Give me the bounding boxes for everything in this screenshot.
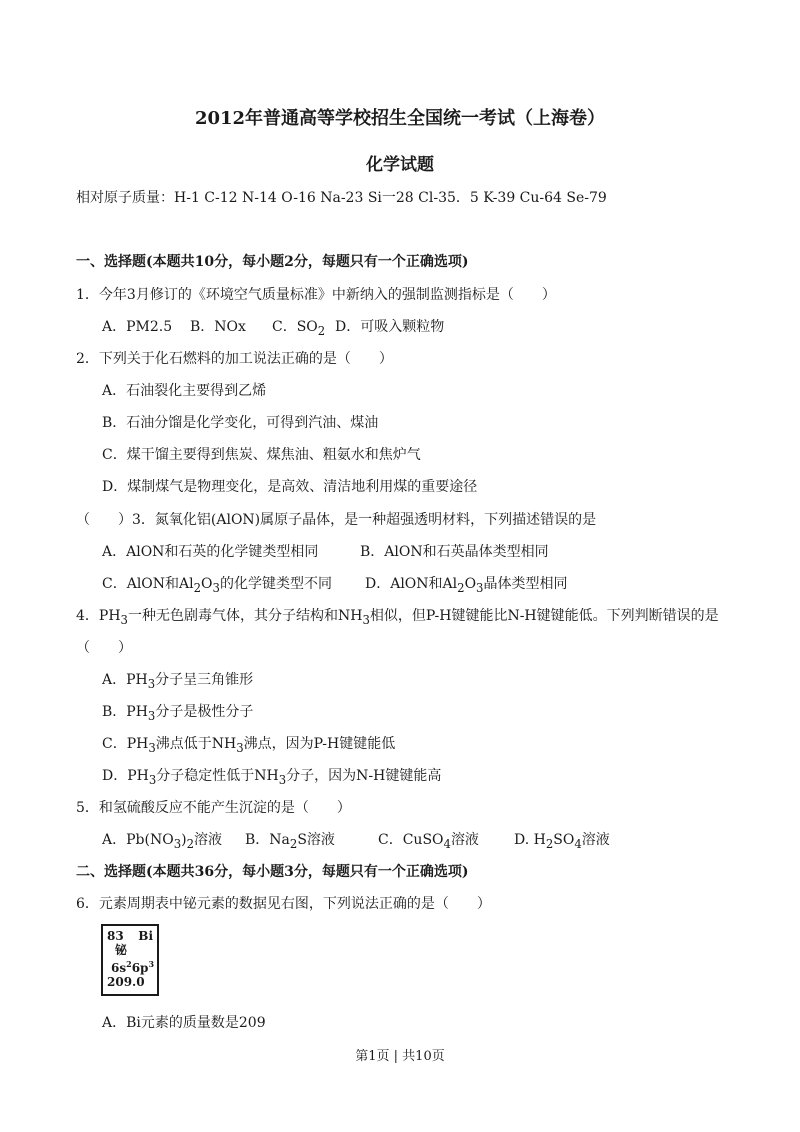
section2-heading: 二、选择题(本题共36分，每小题3分，每题只有一个正确选项) bbox=[76, 864, 469, 880]
element-config: $6s^26p^3$ bbox=[111, 959, 155, 975]
q4-option-a: A．$PH_3$分子呈三角锥形 bbox=[102, 672, 254, 691]
q6-stem: 6．元素周期表中铋元素的数据见右图，下列说法正确的是（ ） bbox=[76, 896, 491, 912]
q4-stem: 4．$PH_3$一种无色剧毒气体，其分子结构和$NH_3$相似，但P-H键键能比N-H键键能低。下列判断错误的是 bbox=[76, 608, 719, 627]
q5-option-b: B．$Na_2S$溶液 bbox=[245, 832, 335, 851]
atomic-masses: 相对原子质量：H-1 C-12 N-14 O-16 Na-23 Si一28 Cl-35．5 K-39 Cu-64 Se-79 bbox=[76, 190, 607, 206]
element-tile-bismuth bbox=[101, 924, 159, 996]
exam-subtitle: 化学试题 bbox=[366, 155, 434, 175]
q2-option-b: B．石油分馏是化学变化，可得到汽油、煤油 bbox=[102, 415, 379, 431]
q1-option-b: B．NOx bbox=[190, 319, 246, 335]
q4-option-c: C．$PH_3$沸点低于$NH_3$沸点，因为P-H键键能低 bbox=[102, 736, 396, 755]
q2-option-a: A．石油裂化主要得到乙烯 bbox=[102, 383, 267, 399]
q1-stem: 1．今年3月修订的《环境空气质量标准》中新纳入的强制监测指标是（ ） bbox=[76, 287, 556, 303]
element-symbol: Bi bbox=[138, 929, 153, 943]
q3-option-b: B．AlON和石英晶体类型相同 bbox=[360, 544, 549, 560]
q1-option-c: C．$SO_2$ bbox=[272, 319, 326, 338]
q3-option-a: A．AlON和石英的化学键类型相同 bbox=[102, 544, 319, 560]
exam-title: 2012年普通高等学校招生全国统一考试（上海卷） bbox=[194, 108, 606, 129]
page-footer: 第1页 | 共10页 bbox=[355, 1049, 445, 1064]
element-mass: 209.0 bbox=[107, 975, 145, 989]
q4-stem-continuation: （ ） bbox=[76, 640, 132, 656]
q3-stem: （ ）3．氮氧化铝(AlON)属原子晶体，是一种超强透明材料，下列描述错误的是 bbox=[76, 512, 597, 528]
q5-option-d: D. $H_2SO_4$溶液 bbox=[514, 832, 610, 851]
q3-option-d: D．AlON和$Al_2O_3$晶体类型相同 bbox=[365, 576, 568, 595]
q3-option-c: C．AlON和$Al_2O_3$的化学键类型不同 bbox=[102, 576, 332, 595]
q4-option-b: B．$PH_3$分子是极性分子 bbox=[102, 704, 254, 723]
section1-heading: 一、选择题(本题共10分，每小题2分，每题只有一个正确选项) bbox=[76, 254, 469, 270]
q6-option-a: A．Bi元素的质量数是209 bbox=[102, 1015, 266, 1031]
element-name: 铋 bbox=[115, 943, 128, 957]
q1-option-d: D．可吸入颗粒物 bbox=[335, 319, 445, 335]
q5-stem: 5．和氢硫酸反应不能产生沉淀的是（ ） bbox=[76, 800, 351, 816]
q5-option-c: C．CuSO$_4$溶液 bbox=[378, 832, 479, 851]
q4-option-d: D．$PH_3$分子稳定性低于$NH_3$分子，因为N-H键键能高 bbox=[102, 768, 442, 787]
q5-option-a: A．$Pb(NO_3)_2$溶液 bbox=[102, 832, 222, 851]
q2-option-c: C．煤干馏主要得到焦炭、煤焦油、粗氨水和焦炉气 bbox=[102, 447, 421, 463]
q2-stem: 2．下列关于化石燃料的加工说法正确的是（ ） bbox=[76, 351, 393, 367]
q2-option-d: D．煤制煤气是物理变化，是高效、清洁地利用煤的重要途径 bbox=[102, 479, 478, 495]
q1-option-a: A．PM2.5 bbox=[102, 319, 173, 335]
element-number: 83 bbox=[107, 929, 124, 943]
